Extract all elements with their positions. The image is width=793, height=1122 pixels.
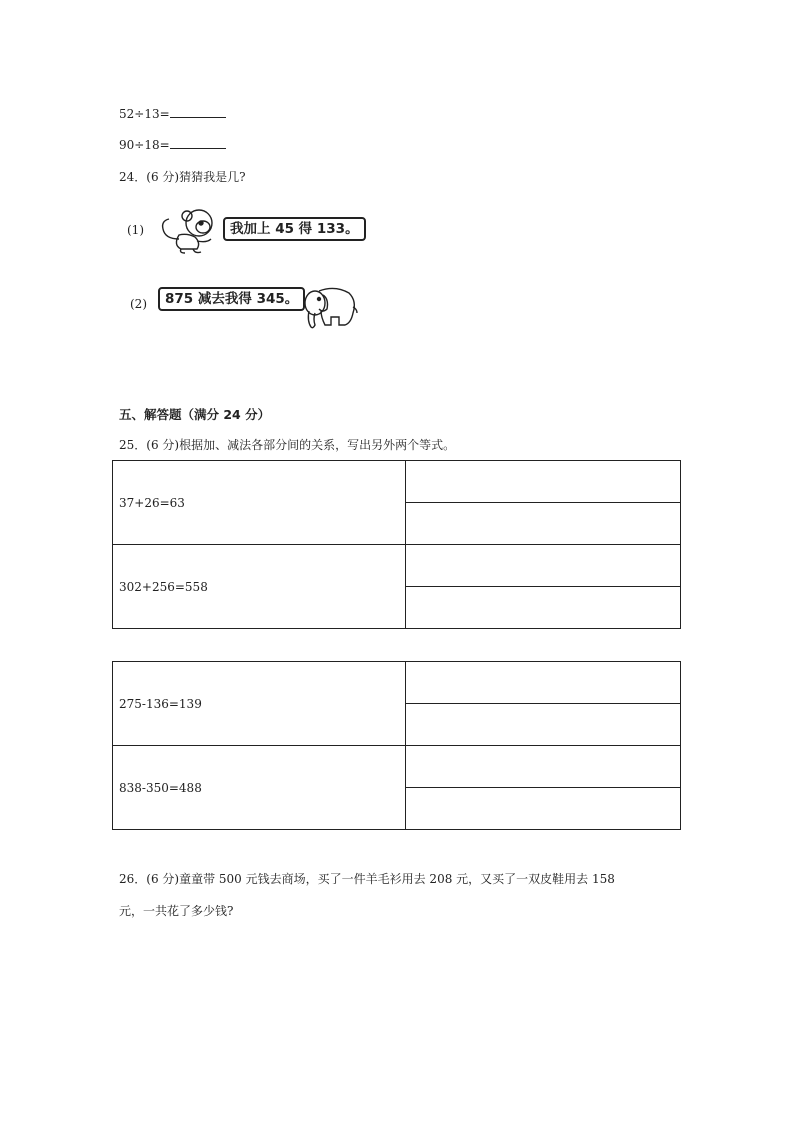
q24-item-1-label: (1) (127, 223, 144, 237)
answer-cell[interactable] (406, 587, 681, 629)
answer-blank-1[interactable] (170, 107, 226, 118)
q25-title: 25．(6 分)根据加、减法各部分间的关系，写出另外两个等式。 (119, 438, 456, 452)
answer-blank-2[interactable] (170, 138, 226, 149)
q26-line-1: 26．(6 分)童童带 500 元钱去商场，买了一件羊毛衫用去 208 元，又买了一双皮鞋用去 158 (119, 872, 615, 886)
q23-line-2 (119, 138, 226, 152)
equation-table-1 (112, 460, 681, 629)
equation-table-2 (112, 661, 681, 830)
q24-item-2-label: (2) (130, 297, 147, 311)
speech-bubble-1: 我加上 45 得 133。 (223, 217, 366, 241)
answer-cell[interactable] (406, 746, 681, 788)
equation-cell: 838-350=488 (113, 746, 406, 830)
elephant-icon (299, 283, 359, 331)
answer-cell[interactable] (406, 662, 681, 704)
answer-cell[interactable] (406, 461, 681, 503)
answer-cell[interactable] (406, 545, 681, 587)
answer-cell[interactable] (406, 788, 681, 830)
speech-bubble-2: 875 减去我得 345。 (158, 287, 305, 311)
answer-cell[interactable] (406, 503, 681, 545)
monkey-icon (157, 203, 223, 257)
q24-title: 24．(6 分)猜猜我是几? (119, 170, 246, 184)
q23-expr-2: 90÷18= (119, 138, 170, 152)
equation-cell: 302+256=558 (113, 545, 406, 629)
equation-cell: 37+26=63 (113, 461, 406, 545)
q23-line-1 (119, 107, 226, 121)
q26-line-2: 元，一共花了多少钱? (119, 904, 234, 918)
answer-cell[interactable] (406, 704, 681, 746)
q23-expr-1: 52÷13= (119, 107, 170, 121)
equation-cell: 275-136=139 (113, 662, 406, 746)
section-5-title: 五、解答题（满分 24 分） (119, 407, 271, 422)
